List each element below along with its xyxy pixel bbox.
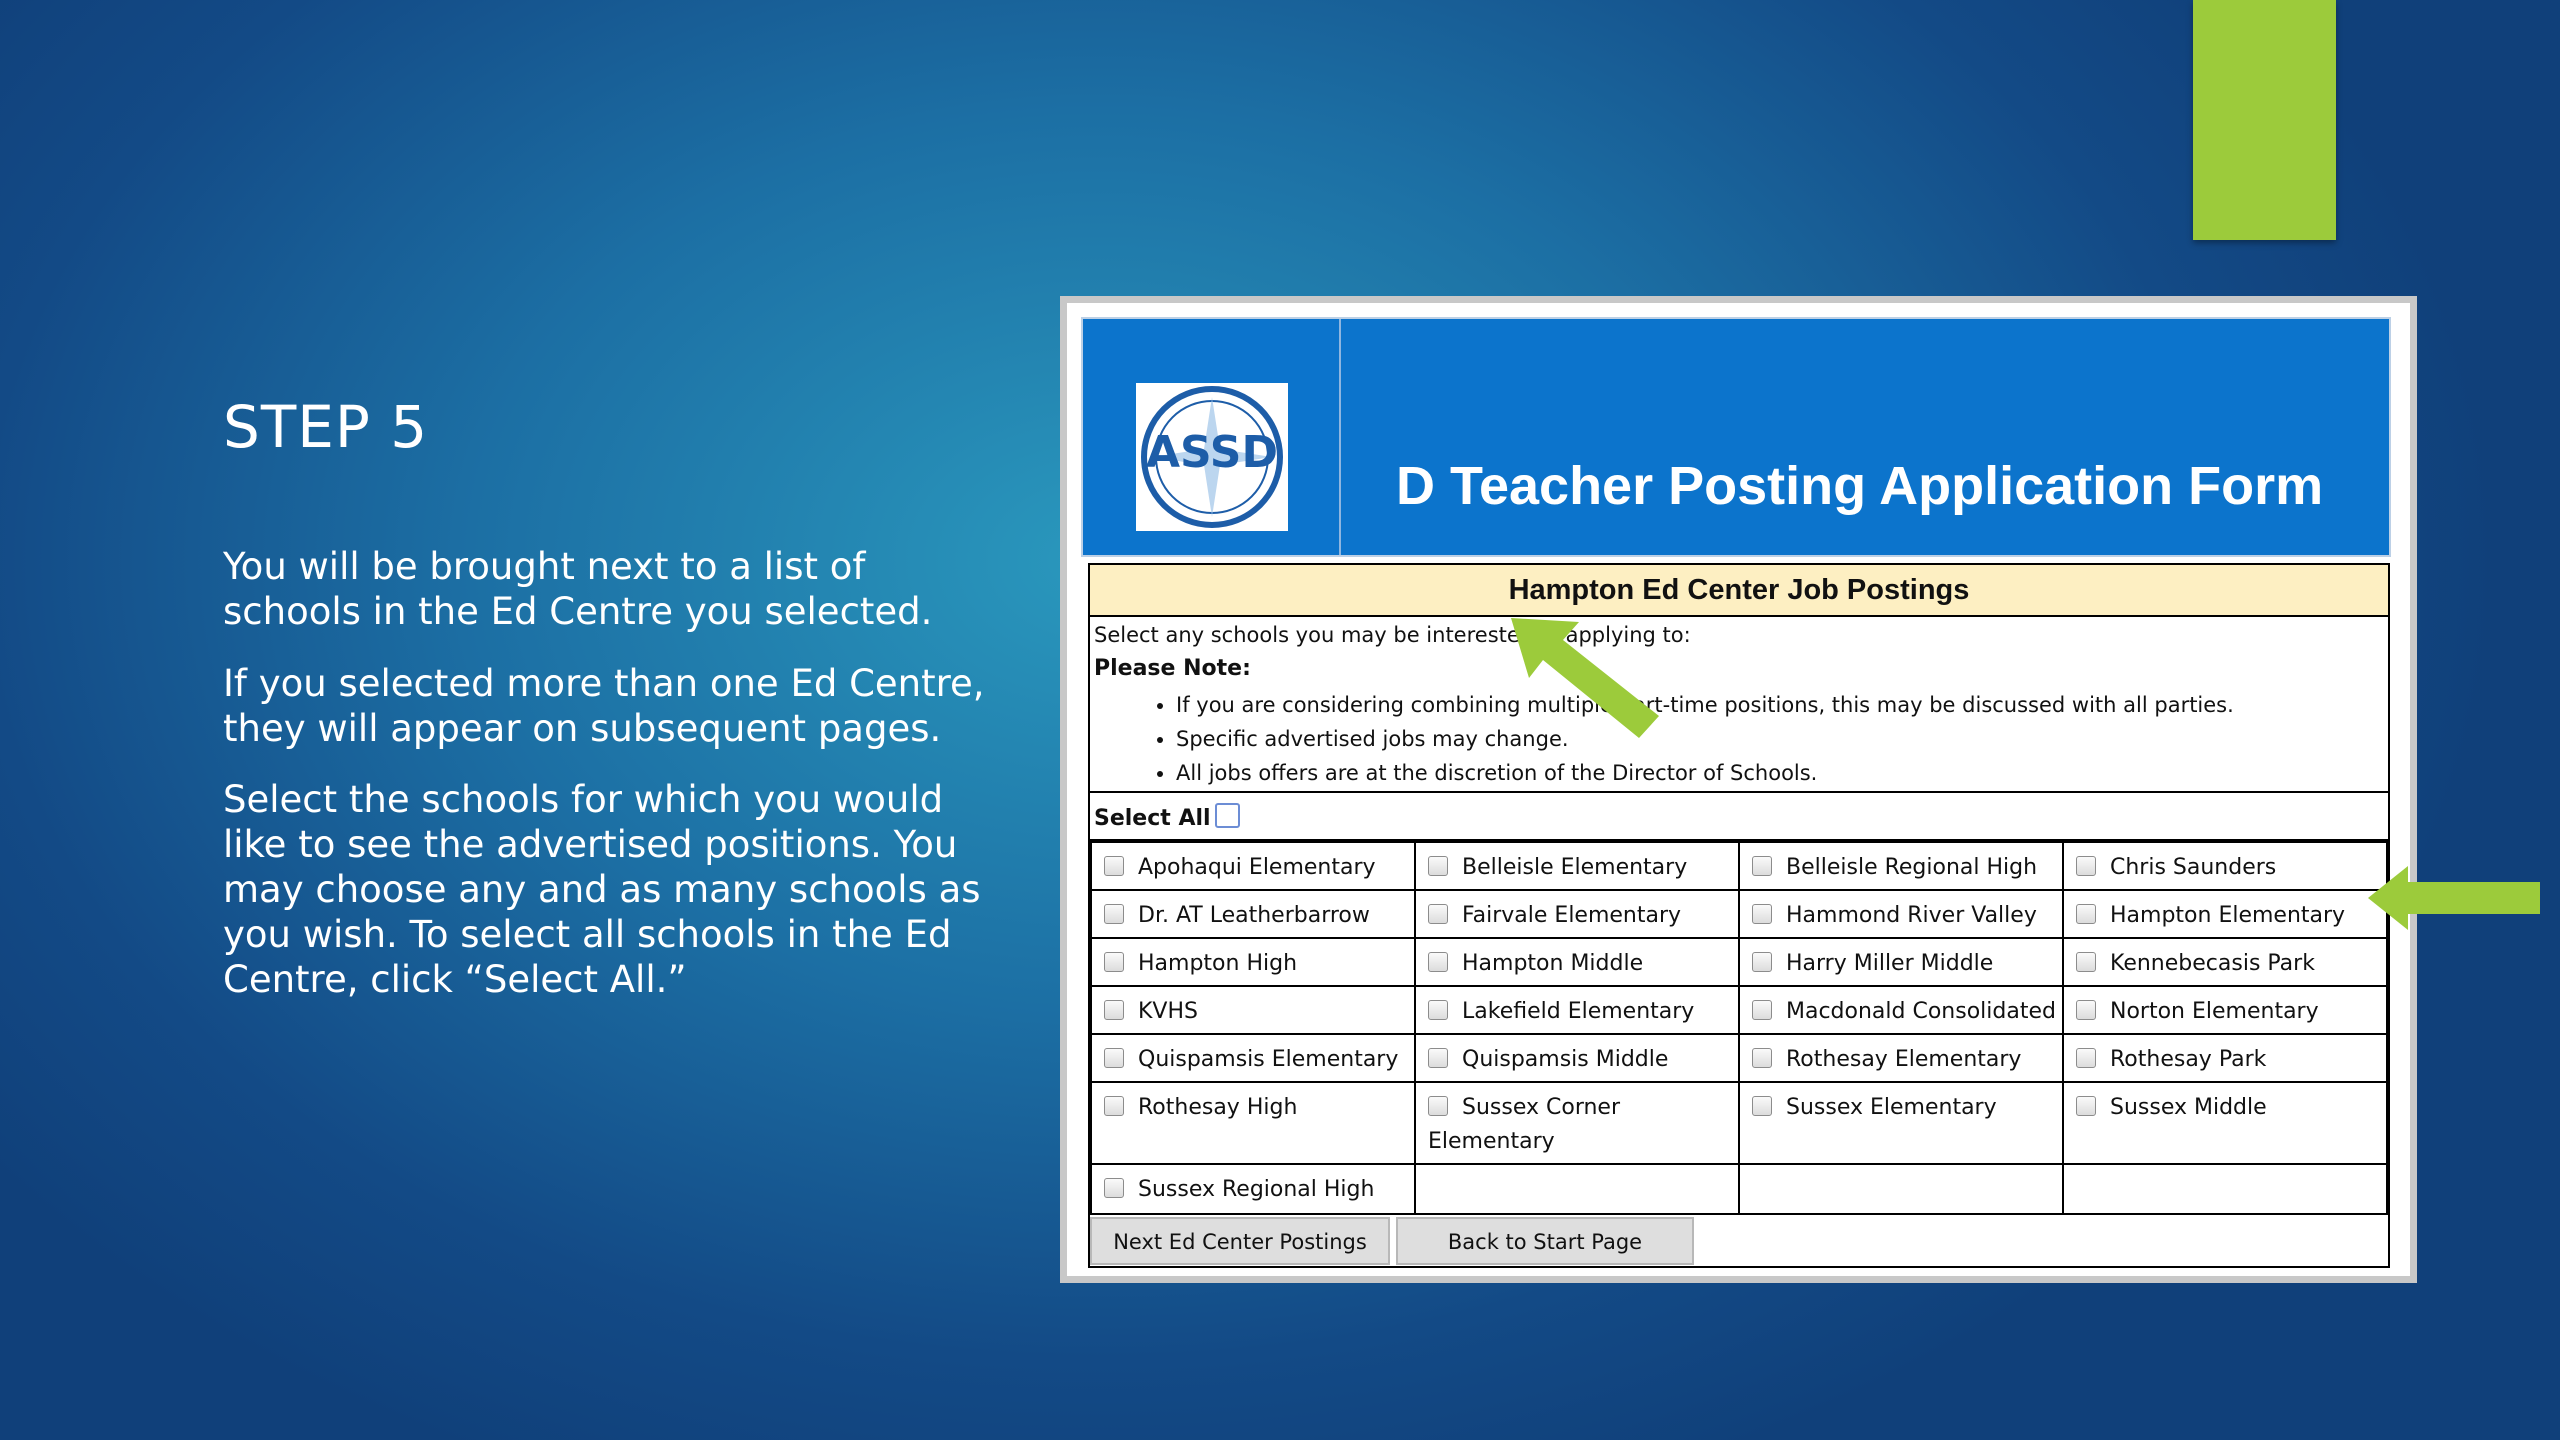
- school-row: [1091, 986, 2387, 1034]
- next-ed-center-button[interactable]: Next Ed Center Postings: [1090, 1217, 1390, 1265]
- school-label: Kennebecasis Park: [2110, 951, 2315, 976]
- school-cell: [2063, 938, 2387, 986]
- school-label: Dr. AT Leatherbarrow: [1138, 903, 1370, 928]
- school-cell: [1091, 1082, 1415, 1164]
- pointer-arrow-icon: [1505, 612, 1665, 744]
- school-label: Sussex Regional High: [1138, 1177, 1375, 1202]
- school-checkbox[interactable]: [1104, 904, 1124, 924]
- school-label: Rothesay Elementary: [1786, 1047, 2022, 1072]
- schools-table: [1090, 841, 2388, 1215]
- school-checkbox[interactable]: [1428, 856, 1448, 876]
- school-label: Quispamsis Middle: [1462, 1047, 1669, 1072]
- school-row: [1091, 1164, 2387, 1214]
- school-label: Sussex Elementary: [1786, 1095, 1997, 1120]
- school-label: Norton Elementary: [2110, 999, 2319, 1024]
- school-checkbox[interactable]: [1752, 1096, 1772, 1116]
- school-checkbox[interactable]: [2076, 1096, 2096, 1116]
- school-label: Chris Saunders: [2110, 855, 2277, 880]
- school-cell: [1415, 938, 1739, 986]
- school-label: Hammond River Valley: [1786, 903, 2037, 928]
- school-checkbox[interactable]: [1104, 1178, 1124, 1198]
- logo-text: ASSD: [1146, 427, 1278, 478]
- school-label: Hampton Elementary: [2110, 903, 2346, 928]
- school-row: [1091, 890, 2387, 938]
- school-cell: [1415, 1164, 1739, 1214]
- school-label: Harry Miller Middle: [1786, 951, 1994, 976]
- school-checkbox[interactable]: [1752, 904, 1772, 924]
- school-cell: [1091, 938, 1415, 986]
- instruction-paragraph-1: You will be brought next to a list of schools in the Ed Centre you selected.: [223, 545, 933, 633]
- select-all-checkbox[interactable]: [1215, 803, 1240, 828]
- school-cell: [2063, 890, 2387, 938]
- pointer-arrow-icon: [2366, 862, 2542, 934]
- school-row: [1091, 842, 2387, 890]
- note-label: Please Note:: [1094, 656, 1251, 681]
- school-label: Hampton Middle: [1462, 951, 1644, 976]
- select-all-row: [1090, 791, 2388, 841]
- note-item: • Specific advertised jobs may change.: [1176, 722, 2234, 756]
- school-label: Quispamsis Elementary: [1138, 1047, 1399, 1072]
- school-checkbox[interactable]: [2076, 904, 2096, 924]
- school-checkbox[interactable]: [1104, 1096, 1124, 1116]
- school-row: [1091, 1082, 2387, 1164]
- form-header: [1081, 317, 2391, 557]
- school-checkbox[interactable]: [1752, 856, 1772, 876]
- instruction-paragraph-2: If you selected more than one Ed Centre, they will appear on subsequent pages.: [223, 662, 985, 750]
- school-checkbox[interactable]: [1428, 904, 1448, 924]
- school-row: [1091, 1034, 2387, 1082]
- school-label: Rothesay Park: [2110, 1047, 2267, 1072]
- school-label: Hampton High: [1138, 951, 1298, 976]
- note-item: • All jobs offers are at the discretion of the Director of Schools.: [1176, 756, 2234, 790]
- school-cell: [1415, 842, 1739, 890]
- school-cell: [1739, 938, 2063, 986]
- step-title: STEP 5: [223, 393, 429, 461]
- school-label: Lakefield Elementary: [1462, 999, 1695, 1024]
- school-checkbox[interactable]: [1752, 1000, 1772, 1020]
- school-checkbox[interactable]: [1104, 1000, 1124, 1020]
- school-checkbox[interactable]: [1752, 1048, 1772, 1068]
- school-cell: [1415, 1034, 1739, 1082]
- school-checkbox[interactable]: [2076, 1000, 2096, 1020]
- school-label: Rothesay High: [1138, 1095, 1298, 1120]
- school-cell: [1739, 842, 2063, 890]
- school-checkbox[interactable]: [1104, 1048, 1124, 1068]
- district-logo: [1136, 383, 1288, 531]
- school-checkbox[interactable]: [1752, 952, 1772, 972]
- school-cell: [1415, 1082, 1739, 1164]
- school-label: Belleisle Regional High: [1786, 855, 2038, 880]
- school-checkbox[interactable]: [2076, 952, 2096, 972]
- school-checkbox[interactable]: [1104, 856, 1124, 876]
- school-cell: [1091, 1164, 1415, 1214]
- school-checkbox[interactable]: [1428, 1048, 1448, 1068]
- school-checkbox[interactable]: [2076, 1048, 2096, 1068]
- school-row: [1091, 938, 2387, 986]
- school-label: KVHS: [1138, 999, 1198, 1024]
- school-checkbox[interactable]: [1428, 1096, 1448, 1116]
- school-label: Belleisle Elementary: [1462, 855, 1688, 880]
- school-label: Apohaqui Elementary: [1138, 855, 1376, 880]
- school-checkbox[interactable]: [1428, 1000, 1448, 1020]
- school-label: Macdonald Consolidated: [1786, 999, 2056, 1024]
- school-cell: [1739, 1164, 2063, 1214]
- intro-text: Select any schools you may be interested in applying to:: [1094, 623, 1691, 647]
- school-cell: [2063, 1164, 2387, 1214]
- school-label: Sussex Corner Elementary: [1428, 1095, 1620, 1154]
- form-title: D Teacher Posting Application Form: [1396, 456, 2324, 516]
- school-cell: [2063, 1034, 2387, 1082]
- school-label: Sussex Middle: [2110, 1095, 2267, 1120]
- school-cell: [1415, 986, 1739, 1034]
- select-all-label: Select All: [1094, 806, 1211, 831]
- school-cell: [2063, 842, 2387, 890]
- school-cell: [1091, 890, 1415, 938]
- school-cell: [1739, 890, 2063, 938]
- accent-bar: [2193, 0, 2336, 240]
- school-cell: [2063, 986, 2387, 1034]
- school-cell: [1739, 986, 2063, 1034]
- notes-list: [1156, 688, 2234, 790]
- job-postings-panel: [1088, 563, 2390, 1268]
- school-cell: [1739, 1034, 2063, 1082]
- school-checkbox[interactable]: [2076, 856, 2096, 876]
- back-to-start-button[interactable]: Back to Start Page: [1396, 1217, 1694, 1265]
- note-item: • If you are considering combining multiple part-time positions, this may be discussed with all parties.: [1176, 688, 2234, 722]
- school-cell: [1091, 1034, 1415, 1082]
- school-cell: [2063, 1082, 2387, 1164]
- school-cell: [1415, 890, 1739, 938]
- logo-cell: [1083, 319, 1341, 555]
- instruction-paragraph-3: Select the schools for which you would like to see the advertised positions. You may choose any and as many schools as you wish. To select all schools in the Ed Centre, click “Select All.”: [223, 778, 981, 1001]
- school-checkbox[interactable]: [1104, 952, 1124, 972]
- school-label: Fairvale Elementary: [1462, 903, 1682, 928]
- school-checkbox[interactable]: [1428, 952, 1448, 972]
- panel-heading: Hampton Ed Center Job Postings: [1090, 565, 2388, 617]
- school-cell: [1739, 1082, 2063, 1164]
- school-cell: [1091, 986, 1415, 1034]
- form-screenshot: [1060, 296, 2417, 1283]
- school-cell: [1091, 842, 1415, 890]
